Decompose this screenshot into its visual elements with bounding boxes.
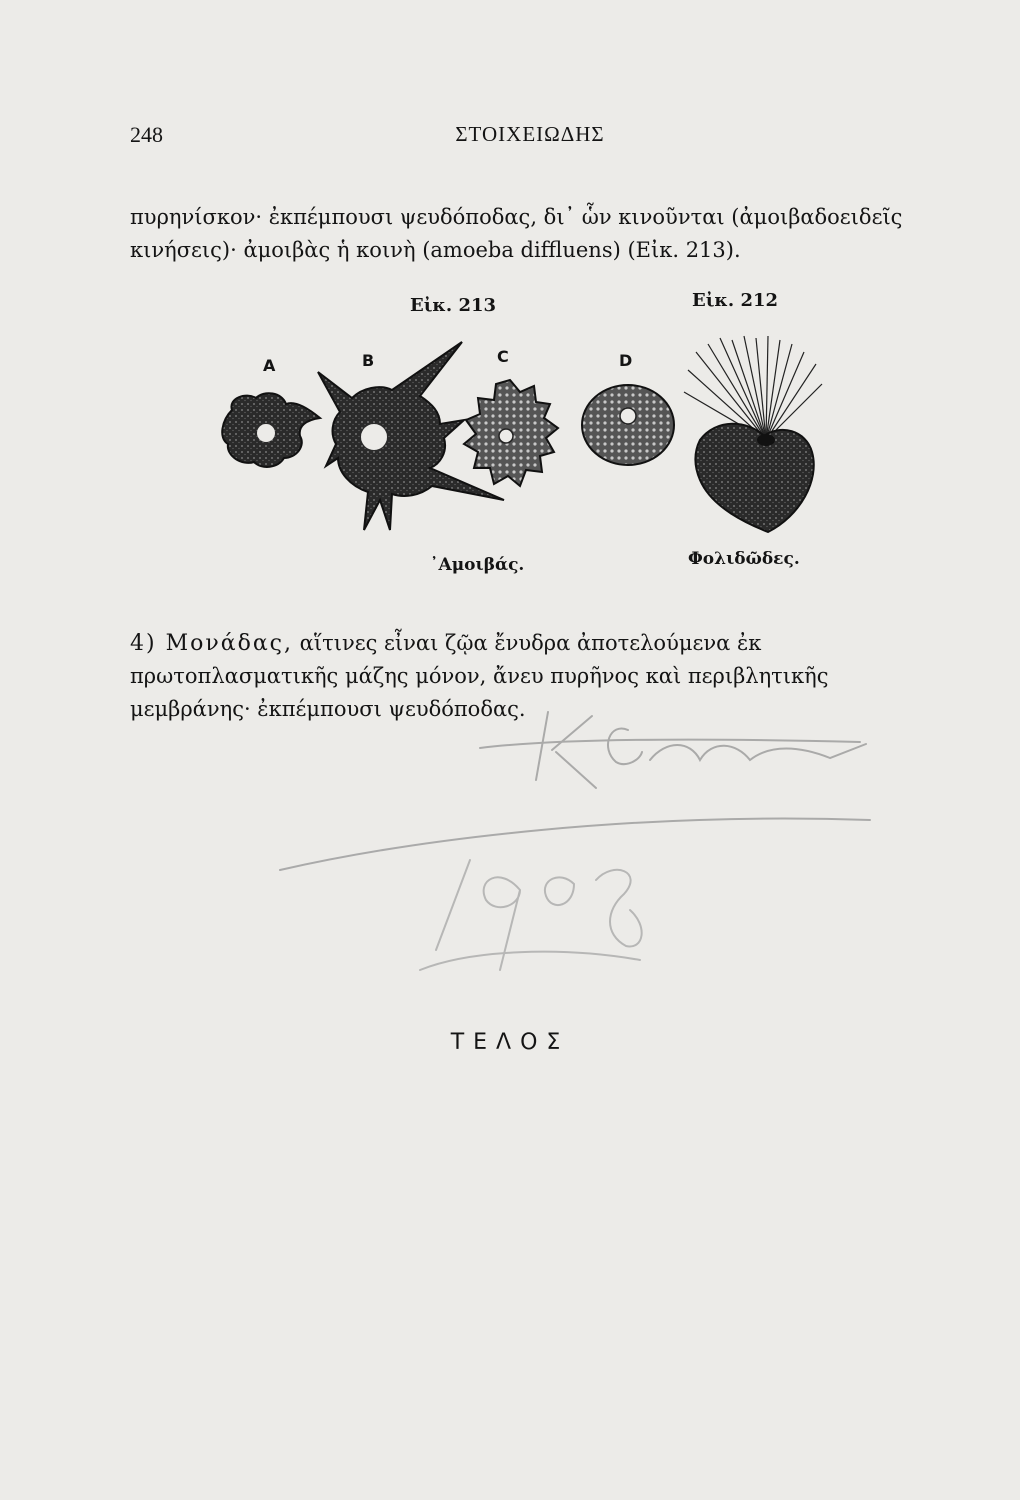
end-mark: ΤΕΛΟΣ [450, 1030, 570, 1055]
paragraph-monads-body: αἵτινες εἶναι ζῷα ἔνυδρα ἀποτελούμενα ἐκ πρωτοπλασματικῆς μάζης μόνον, ἄνευ πυρῆνος καὶ περιβλητικῆς μεμβράνης· ἐκπέμπουσι ψευδόποδας. [130, 631, 829, 721]
caption-folidodes: Φολιδῶδες. [688, 549, 800, 569]
paragraph-amoeba: πυρηνίσκον· ἐκπέμπουσι ψευδόποδας, δι᾽ ὧν κινοῦνται (ἀμοιβαδοειδεῖς κινήσεις)· ἀμοιβὰς ἡ κοινὴ (amoeba diffluens) (Εἰκ. 213). [130, 205, 903, 262]
figure-213-title: Εἰκ. 213 [410, 295, 497, 316]
page-number: 248 [130, 122, 163, 147]
handwritten-signature [280, 712, 870, 870]
panel-label-a: A [263, 356, 276, 375]
panel-label-c: C [497, 347, 509, 366]
figure-212-title: Εἰκ. 212 [692, 290, 779, 311]
panel-label-d: D [619, 351, 633, 370]
panel-label-b: B [362, 351, 375, 370]
paragraph-monads-lead: 4) Μονάδας, [130, 631, 293, 656]
caption-amoeba: ᾿Αμοιβάς. [430, 555, 525, 575]
running-title: ΣΤΟΙΧΕΙΩΔΗΣ [455, 122, 605, 146]
handwritten-year [420, 860, 642, 970]
